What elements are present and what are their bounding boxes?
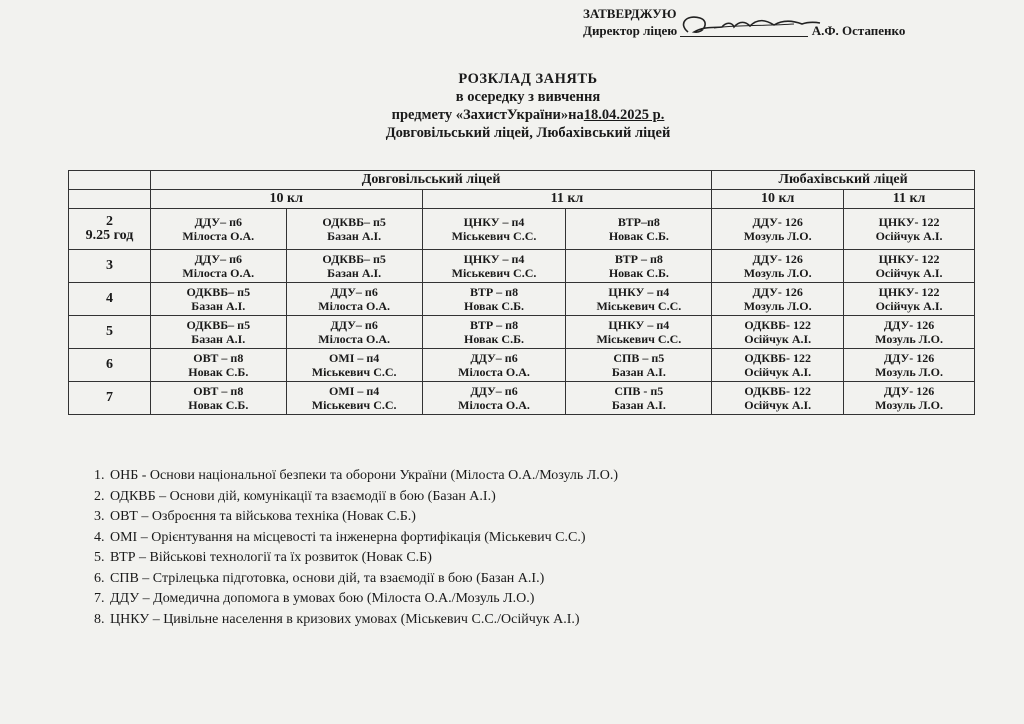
table-row <box>69 316 975 349</box>
schedule-cell <box>566 316 712 349</box>
schedule-cell <box>566 283 712 316</box>
teacher-name: Мілоста О.А. <box>182 266 255 280</box>
title-date: 18.04.2025 р. <box>583 107 665 123</box>
teacher-name: Базан А.І. <box>611 365 666 379</box>
school-header: Довговільський ліцей <box>150 171 711 190</box>
schedule-cell <box>286 250 422 283</box>
teacher-name: Базан А.І. <box>327 266 382 280</box>
teacher-name: Мілоста О.А. <box>182 229 255 243</box>
schedule-cell <box>286 349 422 382</box>
subject-room: ВТР – п8 <box>469 318 519 332</box>
table-row <box>69 209 975 250</box>
teacher-name: Мілоста О.А. <box>458 365 530 379</box>
lesson-number-cell <box>69 349 151 382</box>
teacher-name: Осійчук А.І. <box>744 365 812 379</box>
schedule-cell <box>422 250 566 283</box>
subject-room: ВТР – п8 <box>614 252 663 266</box>
schedule-cell <box>566 209 712 250</box>
teacher-name: Осійчук А.І. <box>875 299 943 313</box>
teacher-name: Міськевич С.С. <box>596 332 682 346</box>
subject-room: ЦНКУ – п4 <box>608 318 670 332</box>
schedule-cell <box>844 316 975 349</box>
legend-item: 6. СПВ – Стрілецька підготовка, основи дій, та взаємодії в бою (Базан А.І.) <box>108 569 618 590</box>
teacher-name: Міськевич С.С. <box>311 365 397 379</box>
schedule-cell <box>150 283 286 316</box>
subject-room: ДДУ– п6 <box>470 384 518 398</box>
grade-header: 10 кл <box>712 190 844 209</box>
subject-room: ОВТ – п8 <box>193 384 244 398</box>
table-row <box>69 349 975 382</box>
grade-header-row <box>69 190 975 209</box>
lesson-number-cell <box>69 382 151 415</box>
lesson-number: 7 <box>105 390 113 405</box>
subject-room: ДДУ- 126 <box>883 351 935 365</box>
subject-room: ДДУ- 126 <box>883 384 935 398</box>
document-title <box>0 70 1024 142</box>
approval-line <box>583 22 905 39</box>
schedule-cell <box>422 349 566 382</box>
lesson-number-cell <box>69 250 151 283</box>
teacher-name: Міськевич С.С. <box>311 398 397 412</box>
subject-room: ДДУ– п6 <box>330 318 378 332</box>
teacher-name: Осійчук А.І. <box>875 266 943 280</box>
teacher-name: Мілоста О.А. <box>318 332 391 346</box>
subject-room: СПВ - п5 <box>614 384 664 398</box>
signature-scribble <box>674 10 824 44</box>
schedule-cell <box>150 209 286 250</box>
subject-room: ЦНКУ – п4 <box>463 215 525 229</box>
subject-room: ЦНКУ- 122 <box>878 215 940 229</box>
schedule-cell <box>286 316 422 349</box>
table-header-row <box>69 171 975 190</box>
subject-room: ДДУ- 126 <box>752 252 803 266</box>
schedule-cell <box>712 250 844 283</box>
subject-room: ОДКВБ– п5 <box>186 318 251 332</box>
subject-room: ОМІ – п4 <box>329 351 380 365</box>
teacher-name: Осійчук А.І. <box>744 398 812 412</box>
subject-room: ДДУ– п6 <box>330 285 378 299</box>
teacher-name: Мозуль Л.О. <box>875 398 943 412</box>
title-subject: предмету «ЗахистУкраїни»на <box>391 107 584 123</box>
schedule-cell <box>844 209 975 250</box>
subject-room: ЦНКУ – п4 <box>608 285 670 299</box>
schedule-table <box>68 170 975 415</box>
schedule-cell <box>844 382 975 415</box>
teacher-name: Осійчук А.І. <box>744 332 812 346</box>
corner-cell <box>69 171 151 190</box>
corner-cell <box>69 190 151 209</box>
table-row <box>69 382 975 415</box>
teacher-name: Мозуль Л.О. <box>875 332 943 346</box>
subject-room: ОДКВБ- 122 <box>744 318 812 332</box>
schedule-cell <box>712 316 844 349</box>
teacher-name: Новак С.Б. <box>608 266 669 280</box>
approval-name: А.Ф. Остапенко <box>811 23 906 38</box>
teacher-name: Базан А.І. <box>611 398 666 412</box>
subject-room: ОДКВБ– п5 <box>322 252 386 266</box>
schedule-cell <box>150 382 286 415</box>
table-row <box>69 283 975 316</box>
legend-item: 4. ОМІ – Орієнтування на місцевості та інженерна фортифікація (Міськевич С.С.) <box>108 528 618 549</box>
title-line-3 <box>0 106 1024 124</box>
legend-item: 5. ВТР – Військові технології та їх розвиток (Новак С.Б) <box>108 548 618 569</box>
table-row <box>69 250 975 283</box>
lesson-number: 3 <box>105 258 113 273</box>
teacher-name: Мілоста О.А. <box>458 398 530 412</box>
title-line-2: в осередку з вивчення <box>455 89 601 105</box>
teacher-name: Мозуль Л.О. <box>743 229 812 243</box>
legend-item: 7. ДДУ – Домедична допомога в умовах бою (Мілоста О.А./Мозуль Л.О.) <box>108 589 618 610</box>
lesson-number-cell <box>69 209 151 250</box>
schedule-cell <box>150 349 286 382</box>
teacher-name: Новак С.Б. <box>464 332 525 346</box>
subject-room: ОДКВБ- 122 <box>744 351 812 365</box>
schedule-cell <box>566 382 712 415</box>
approval-block <box>583 6 905 39</box>
teacher-name: Мозуль Л.О. <box>743 266 812 280</box>
lesson-number: 4 <box>105 291 113 306</box>
teacher-name: Базан А.І. <box>191 299 246 313</box>
schedule-cell <box>286 283 422 316</box>
schedule-cell <box>844 250 975 283</box>
subject-room: ДДУ- 126 <box>883 318 935 332</box>
schedule-cell <box>844 349 975 382</box>
subject-room: ДДУ- 126 <box>752 285 803 299</box>
schedule-cell <box>712 349 844 382</box>
subject-room: ОМІ – п4 <box>329 384 380 398</box>
schedule-cell <box>712 209 844 250</box>
teacher-name: Осійчук А.І. <box>875 229 943 243</box>
schedule-cell <box>844 283 975 316</box>
subject-room: ОВТ – п8 <box>193 351 244 365</box>
grade-header: 11 кл <box>422 190 712 209</box>
grade-header: 10 кл <box>150 190 422 209</box>
title-line-1: РОЗКЛАД ЗАНЯТЬ <box>458 71 598 87</box>
lesson-number-cell <box>69 283 151 316</box>
lesson-number: 5 <box>105 324 113 339</box>
lesson-number: 2 <box>105 214 113 229</box>
signature <box>680 22 808 37</box>
legend-item: 1. ОНБ - Основи національної безпеки та оборони України (Мілоста О.А./Мозуль Л.О.) <box>108 466 618 487</box>
teacher-name: Новак С.Б. <box>608 229 669 243</box>
subject-room: ЦНКУ – п4 <box>463 252 525 266</box>
title-line-4: Довговільський ліцей, Любахівський ліцей <box>385 125 671 141</box>
lesson-number-cell <box>69 316 151 349</box>
schedule-cell <box>566 349 712 382</box>
subject-room: ВТР–п8 <box>617 215 660 229</box>
subject-room: ЦНКУ- 122 <box>878 285 940 299</box>
abbreviation-legend <box>84 466 618 630</box>
teacher-name: Міськевич С.С. <box>596 299 682 313</box>
subject-room: ВТР – п8 <box>469 285 519 299</box>
schedule-cell <box>422 316 566 349</box>
schedule-cell <box>286 382 422 415</box>
approval-position: Директор ліцею <box>583 23 678 38</box>
legend-item: 2. ОДКВБ – Основи дій, комунікації та взаємодії в бою (Базан А.І.) <box>108 487 618 508</box>
subject-room: ОДКВБ– п5 <box>322 215 386 229</box>
legend-item: 3. ОВТ – Озброєння та військова техніка (Новак С.Б.) <box>108 507 618 528</box>
teacher-name: Міськевич С.С. <box>451 266 537 280</box>
approval-title: ЗАТВЕРДЖУЮ <box>583 6 677 21</box>
teacher-name: Базан А.І. <box>191 332 246 346</box>
legend-item: 8. ЦНКУ – Цивільне населення в кризових умовах (Міськевич С.С./Осійчук А.І.) <box>108 610 618 631</box>
subject-room: ДДУ– п6 <box>470 351 518 365</box>
lesson-number: 6 <box>105 357 113 372</box>
schedule-cell <box>566 250 712 283</box>
teacher-name: Мозуль Л.О. <box>743 299 812 313</box>
schedule-cell <box>286 209 422 250</box>
subject-room: ЦНКУ- 122 <box>878 252 940 266</box>
teacher-name: Новак С.Б. <box>188 398 249 412</box>
schedule-cell <box>422 382 566 415</box>
teacher-name: Базан А.І. <box>327 229 382 243</box>
subject-room: ДДУ– п6 <box>194 252 242 266</box>
schedule-cell <box>422 209 566 250</box>
schedule-cell <box>712 382 844 415</box>
teacher-name: Новак С.Б. <box>464 299 525 313</box>
subject-room: ДДУ– п6 <box>194 215 242 229</box>
lesson-time: 9.25 год <box>85 228 134 243</box>
subject-room: ОДКВБ– п5 <box>186 285 251 299</box>
teacher-name: Новак С.Б. <box>188 365 249 379</box>
schedule-cell <box>712 283 844 316</box>
schedule-cell <box>422 283 566 316</box>
teacher-name: Мозуль Л.О. <box>875 365 943 379</box>
schedule-cell <box>150 316 286 349</box>
subject-room: ОДКВБ- 122 <box>744 384 812 398</box>
subject-room: ДДУ- 126 <box>752 215 803 229</box>
teacher-name: Мілоста О.А. <box>318 299 391 313</box>
grade-header: 11 кл <box>844 190 975 209</box>
schedule-cell <box>150 250 286 283</box>
school-header: Любахівський ліцей <box>712 171 975 190</box>
teacher-name: Міськевич С.С. <box>451 229 537 243</box>
subject-room: СПВ – п5 <box>613 351 665 365</box>
